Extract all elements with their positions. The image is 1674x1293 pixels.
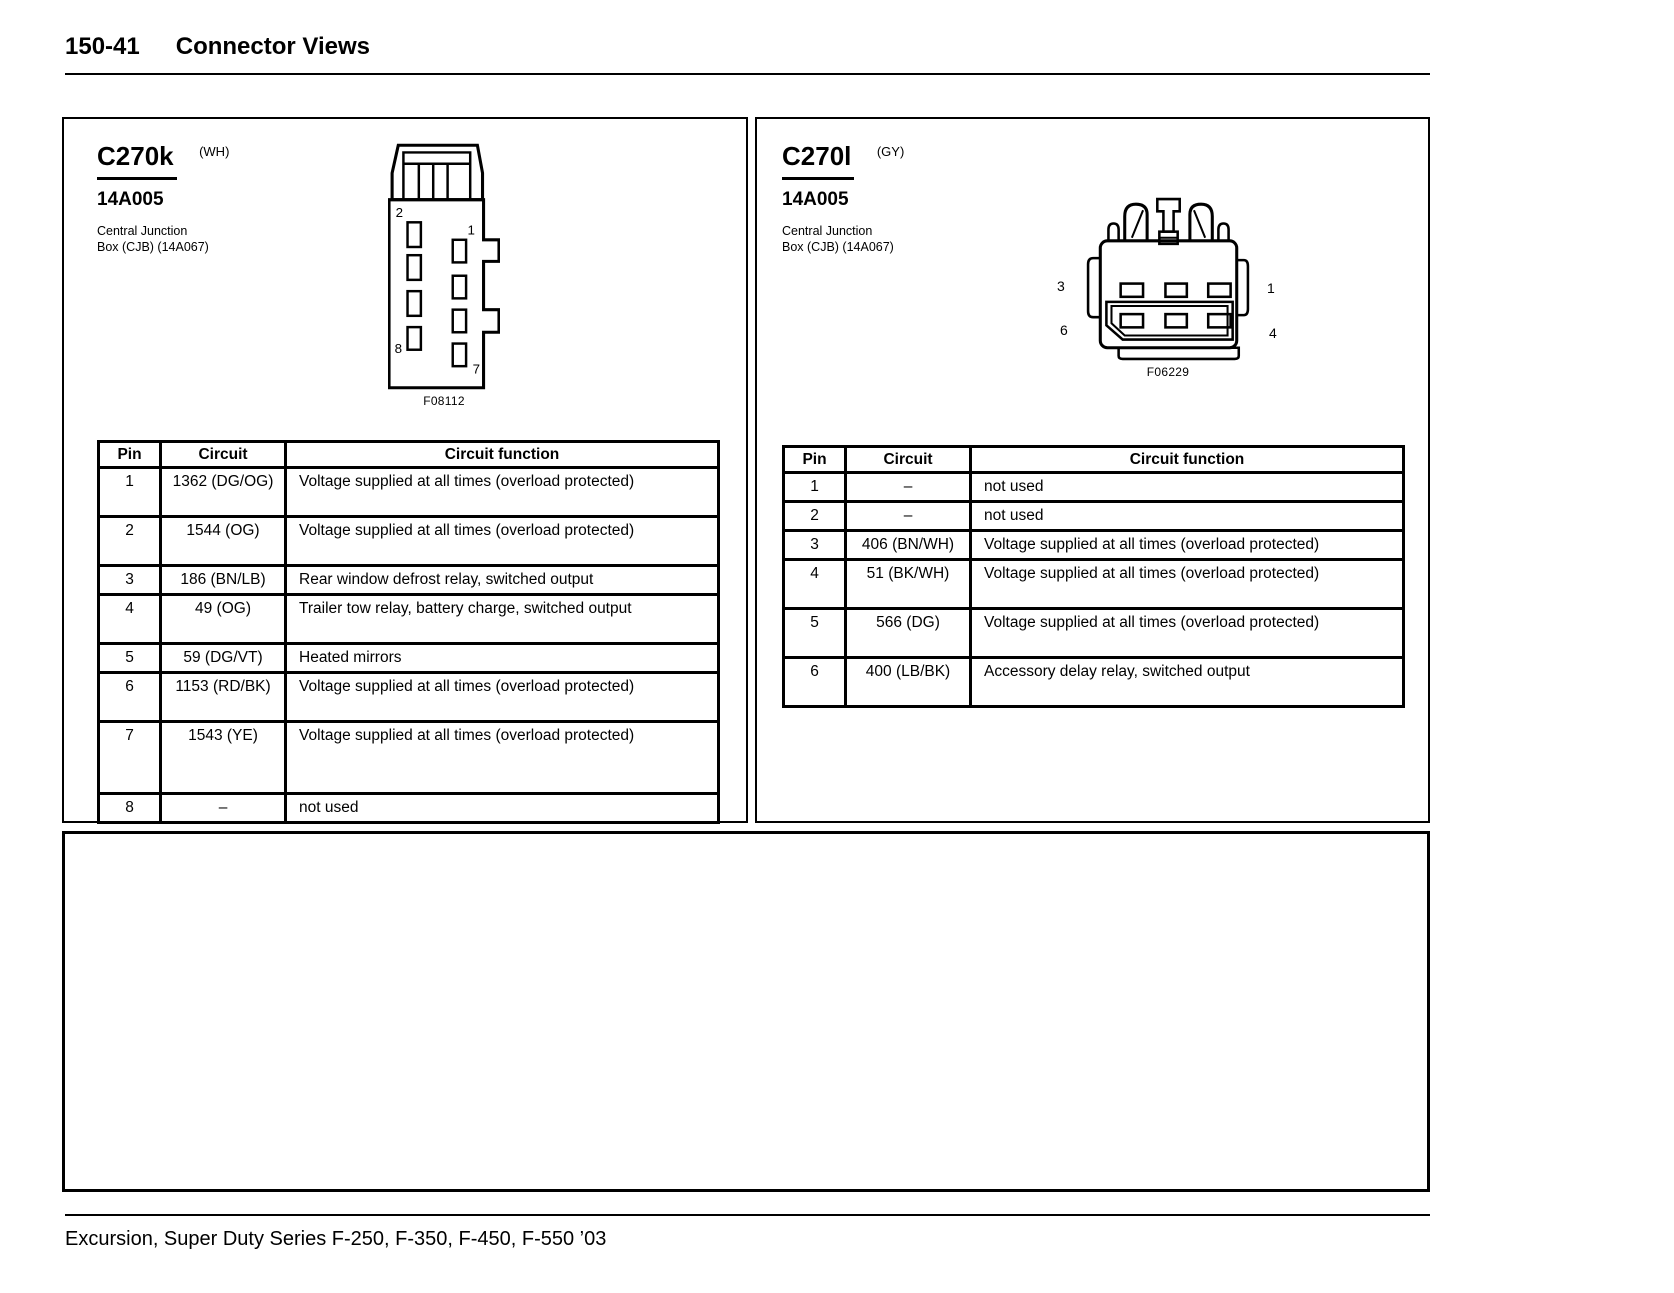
cell-pin: 5: [784, 609, 846, 658]
description-line: Central Junction: [97, 224, 188, 238]
connector-description: [97, 223, 209, 255]
cell-function: Voltage supplied at all times (overload protected): [286, 722, 719, 794]
connector-heading: [97, 141, 229, 180]
table-row: [99, 673, 719, 722]
header-rule: [65, 73, 1430, 75]
table-row: [99, 595, 719, 644]
pinout-table-c270k: [97, 440, 720, 824]
table-row: [99, 566, 719, 595]
connector-id: C270l: [782, 141, 854, 180]
cell-circuit: –: [846, 502, 971, 531]
cell-function: Rear window defrost relay, switched output: [286, 566, 719, 595]
page-title: Connector Views: [175, 33, 371, 60]
column-header-pin: Pin: [99, 442, 161, 468]
cell-pin: 1: [784, 473, 846, 502]
empty-content-box: [62, 831, 1430, 1192]
cell-circuit: 49 (OG): [161, 595, 286, 644]
cell-circuit: 51 (BK/WH): [846, 560, 971, 609]
cell-function: Voltage supplied at all times (overload protected): [971, 560, 1404, 609]
cell-function: Voltage supplied at all times (overload protected): [971, 609, 1404, 658]
column-header-function: Circuit function: [971, 447, 1404, 473]
table-row: [784, 531, 1404, 560]
cell-pin: 5: [99, 644, 161, 673]
connector-color-code: (GY): [876, 144, 905, 159]
connector-figure-f08112: [388, 143, 500, 408]
table-row: [784, 502, 1404, 531]
connector-drawing-6pin: [1084, 197, 1252, 361]
column-header-pin: Pin: [784, 447, 846, 473]
table-header-row: [784, 447, 1404, 473]
table-row: [784, 560, 1404, 609]
footer-text: Excursion, Super Duty Series F-250, F-350, F-450, F-550 ’03: [65, 1228, 607, 1250]
cell-pin: 1: [99, 468, 161, 517]
connector-description: [782, 223, 894, 255]
connector-drawing-8pin: [388, 143, 500, 390]
cell-function: Trailer tow relay, battery charge, switched output: [286, 595, 719, 644]
cell-pin: 3: [784, 531, 846, 560]
cell-circuit: 59 (DG/VT): [161, 644, 286, 673]
column-header-circuit: Circuit: [846, 447, 971, 473]
pin-callout-1: 1: [1267, 280, 1275, 296]
pin-callout-2: 2: [395, 205, 404, 221]
description-line: Box (CJB) (14A067): [782, 240, 894, 254]
cell-circuit: 1544 (OG): [161, 517, 286, 566]
cell-function: Accessory delay relay, switched output: [971, 658, 1404, 707]
cell-function: not used: [286, 794, 719, 823]
description-line: Box (CJB) (14A067): [97, 240, 209, 254]
cell-circuit: 566 (DG): [846, 609, 971, 658]
pin-callout-7: 7: [472, 361, 481, 377]
figure-label: F06229: [1146, 365, 1190, 379]
cell-function: Voltage supplied at all times (overload protected): [286, 468, 719, 517]
cell-pin: 6: [784, 658, 846, 707]
table-row: [99, 644, 719, 673]
inner-shroud: [1106, 302, 1232, 340]
cell-circuit: 406 (BN/WH): [846, 531, 971, 560]
cell-function: Voltage supplied at all times (overload protected): [286, 517, 719, 566]
cell-circuit: 1362 (DG/OG): [161, 468, 286, 517]
cell-circuit: 1153 (RD/BK): [161, 673, 286, 722]
part-number: 14A005: [782, 189, 849, 210]
cell-circuit: 400 (LB/BK): [846, 658, 971, 707]
connector-hood: [392, 145, 482, 199]
cell-function: Heated mirrors: [286, 644, 719, 673]
table-row: [99, 468, 719, 517]
connector-body: [1088, 241, 1248, 359]
part-number: 14A005: [97, 189, 164, 210]
cell-pin: 4: [99, 595, 161, 644]
connector-panel-c270k: [62, 117, 748, 823]
footer-rule: [65, 1214, 1430, 1216]
pin-cavities: [408, 222, 467, 366]
connector-id: C270k: [97, 141, 177, 180]
cell-function: Voltage supplied at all times (overload protected): [286, 673, 719, 722]
table-row: [784, 473, 1404, 502]
cell-pin: 6: [99, 673, 161, 722]
table-row: [99, 794, 719, 823]
connector-body: [389, 200, 499, 388]
table-row: [784, 609, 1404, 658]
column-header-function: Circuit function: [286, 442, 719, 468]
cell-pin: 7: [99, 722, 161, 794]
connector-color-code: (WH): [199, 144, 230, 159]
cell-pin: 2: [784, 502, 846, 531]
cell-function: Voltage supplied at all times (overload protected): [971, 531, 1404, 560]
cell-circuit: –: [846, 473, 971, 502]
pin-callout-8: 8: [394, 340, 402, 356]
table-row: [99, 517, 719, 566]
cell-circuit: 186 (BN/LB): [161, 566, 286, 595]
pin-callout-1: 1: [467, 222, 475, 238]
page-header: [65, 33, 370, 61]
figure-label: F08112: [423, 394, 465, 408]
table-header-row: [99, 442, 719, 468]
cell-function: not used: [971, 502, 1404, 531]
pin-callout-3: 3: [1057, 278, 1065, 294]
table-row: [784, 658, 1404, 707]
pinout-table-c270l: [782, 445, 1405, 708]
cell-pin: 3: [99, 566, 161, 595]
pin-callout-6: 6: [1060, 322, 1068, 338]
description-line: Central Junction: [782, 224, 873, 238]
section-number: 150-41: [65, 33, 140, 60]
cell-pin: 4: [784, 560, 846, 609]
cell-pin: 2: [99, 517, 161, 566]
table-row: [99, 722, 719, 794]
connector-latches: [1108, 199, 1228, 244]
connector-figure-f06229: [1084, 197, 1252, 379]
column-header-circuit: Circuit: [161, 442, 286, 468]
cell-function: not used: [971, 473, 1404, 502]
cell-pin: 8: [99, 794, 161, 823]
pin-callout-4: 4: [1269, 325, 1277, 341]
cell-circuit: 1543 (YE): [161, 722, 286, 794]
connector-heading: [782, 141, 904, 180]
connector-panel-c270l: [755, 117, 1430, 823]
cell-circuit: –: [161, 794, 286, 823]
